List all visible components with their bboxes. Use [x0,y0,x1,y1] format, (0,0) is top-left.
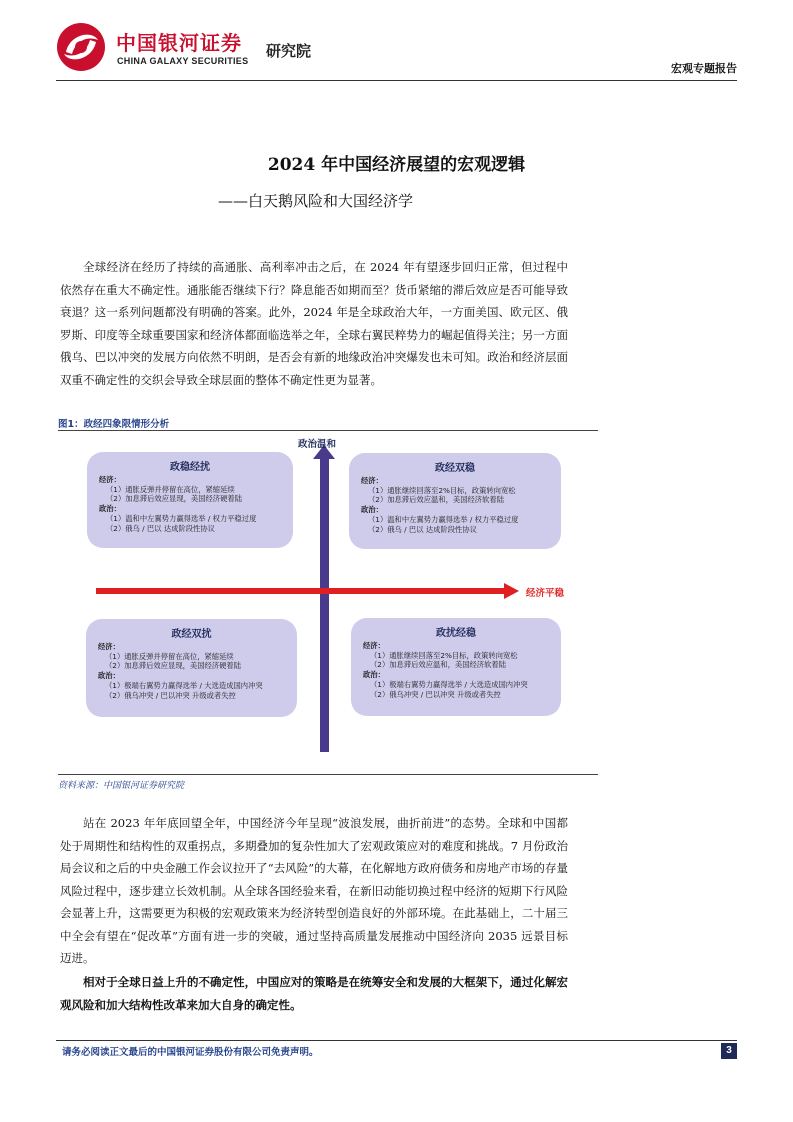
quadrant-item: （1）极端右翼势力赢得选举 / 大选造成国内冲突 [105,680,263,690]
quadrant-item: （1）通胀反弹并停留在高位，紧缩延续 [105,651,234,661]
document-title: 2024 年中国经济展望的宏观逻辑 [267,155,526,175]
figure-source: 资料来源：中国银河证券研究院 [58,781,185,791]
quadrant-section-politics: 政治： [361,505,383,515]
quadrant-title: 政稳经扰 [170,462,210,473]
report-type-label: 宏观专题报告 [671,62,737,75]
quadrant-section-politics: 政治： [99,504,121,514]
quadrant-top-right [349,453,561,549]
quadrant-item: （2）加息滞后效应显现，美国经济硬着陆 [106,494,242,504]
quadrant-item: （1）极端右翼势力赢得选举 / 大选造成国内冲突 [370,679,528,689]
logo-english-name: CHINA GALAXY SECURITIES [117,56,249,66]
quadrant-item: （2）加息滞后效应温和，美国经济软着陆 [368,495,504,505]
quadrant-item: （2）加息滞后效应显现，美国经济硬着陆 [105,661,241,671]
quadrant-section-politics: 政治： [98,671,120,681]
quadrant-title: 政经双稳 [435,463,475,474]
quadrant-item: （1）通胀反弹并停留在高位，紧缩延续 [106,484,235,494]
paragraph-intro: 全球经济在经历了持续的高通胀、高利率冲击之后，在 2024 年有望逐步回归正常，但过程中依然存在重大不确定性。通胀能否继续下行？降息能否如期而至？货币紧缩的滞后效应是否可能导致衰退？这一系列问题都没有明确的答案。此外，2024 年是全球政治大年，一方面美国、欧元区、俄罗斯、印度等全球重要国家和经济体都面临选举之年，全球右翼民粹势力的崛起值得关注；另一方面俄乌、巴以冲突的发展方向依然不明朗，是否会有新的地缘政治冲突爆发也未可知。政治和经济层面双重不确定性的交织会导致全球层面的整体不确定性更为显著。 [60,260,568,387]
quadrant-section-economy: 经济： [361,476,383,485]
quadrant-bottom-right [351,618,561,716]
quadrant-section-economy: 经济： [99,475,121,484]
header-divider [56,80,737,81]
quadrant-item: （1）通胀继续回落至2%目标，政策转向宽松 [368,485,516,495]
footer-divider [56,1040,737,1041]
logo-institute: 研究院 [266,42,312,60]
quadrant-section-economy: 经济： [98,642,120,651]
quadrant-section-economy: 经济： [363,641,385,650]
quadrant-bottom-left [86,619,297,717]
quadrant-item: （2）俄乌冲突 / 巴以冲突 升级或者失控 [370,689,501,699]
document-subtitle: ——白天鹅风险和大国经济学 [218,192,414,210]
quadrant-item: （1）温和中左翼势力赢得选举 / 权力平稳过度 [368,514,519,524]
figure-caption: 图1：政经四象限情形分析 [58,419,170,430]
vertical-axis-label: 政治温和 [298,439,337,450]
quadrant-item: （2）俄乌 / 巴以 达成阶段性协议 [106,523,215,533]
quadrant-top-left [87,452,293,548]
page-number: 3 [721,1043,737,1059]
quadrant-title: 政扰经稳 [436,628,476,639]
figure-top-rule [58,430,598,431]
company-logo-icon [56,22,106,72]
paragraph-review: 站在 2023 年年底回望全年，中国经济今年呈现“波浪发展，曲折前进”的态势。全球和中国都处于周期性和结构性的双重拐点，多期叠加的复杂性加大了宏观政策应对的难度和挑战。7 月份政治局会议和之后的中央金融工作会议拉开了“去风险”的大幕，在化解地方政府债务和房地产市场的存量风险过程中，逐步建立长效机制。从全球各国经验来看，在新旧动能切换过程中经济的短期下行风险会显著上升，这需要更为积极的宏观政策来为经济转型创造良好的外部环境。在此基础上，二十届三中全会有望在“促改革”方面有进一步的突破，通过坚持高质量发展推动中国经济向 2035 远景目标迈进。 [60,816,568,965]
quadrant-section-politics: 政治： [363,670,385,680]
figure-bottom-rule [58,774,598,775]
vertical-axis-arrow [320,456,329,752]
quadrant-item: （1）通胀继续回落至2%目标，政策转向宽松 [370,650,518,660]
horizontal-axis-arrow [96,588,506,594]
logo-chinese-name: 中国银河证券 [116,31,242,55]
quadrant-item: （2）俄乌 / 巴以 达成阶段性协议 [368,524,477,534]
quadrant-item: （2）加息滞后效应温和，美国经济软着陆 [370,660,506,670]
quadrant-title: 政经双扰 [171,629,212,640]
quadrant-item: （1）温和中左翼势力赢得选举 / 权力平稳过度 [106,513,257,523]
paragraph-conclusion: 相对于全球日益上升的不确定性，中国应对的策略是在统筹安全和发展的大框架下，通过化解宏观风险和加大结构性改革来加大自身的确定性。 [60,975,568,1012]
footer-disclaimer: 请务必阅读正文最后的中国银河证券股份有限公司免责声明。 [62,1047,319,1058]
quadrant-item: （2）俄乌冲突 / 巴以冲突 升级或者失控 [105,690,236,700]
horizontal-axis-arrowhead [504,583,519,599]
horizontal-axis-label: 经济平稳 [526,588,565,599]
